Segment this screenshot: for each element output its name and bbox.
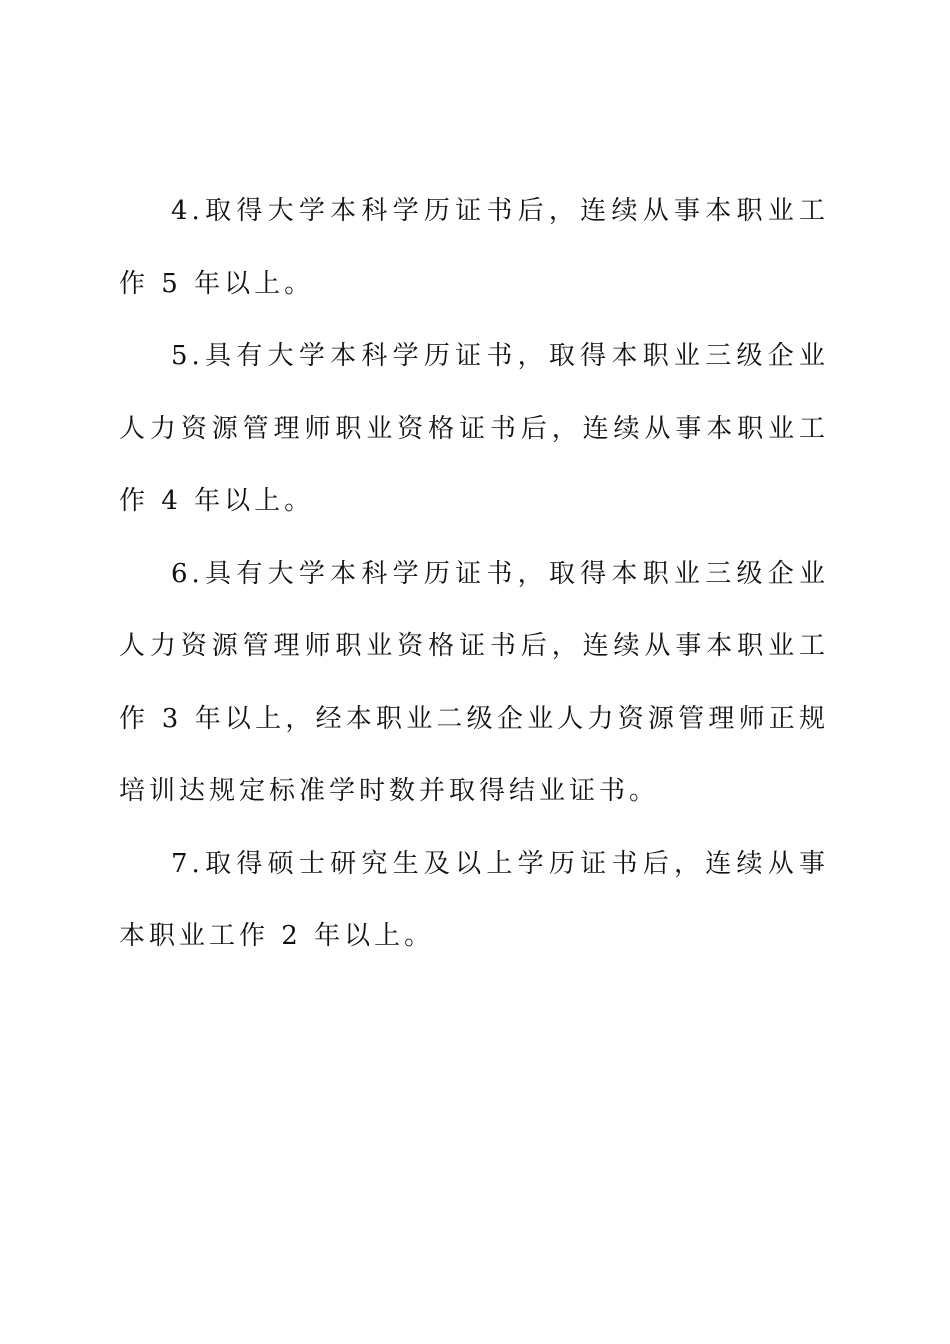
requirement-item-6: 6.具有大学本科学历证书，取得本职业三级企业人力资源管理师职业资格证书后，连续从事本职业工作 3 年以上，经本职业二级企业人力资源管理师正规培训达规定标准学时数并取得结业证书。 (119, 558, 829, 806)
requirement-item-7: 7.取得硕士研究生及以上学历证书后，连续从事本职业工作 2 年以上。 (119, 848, 829, 951)
document-body (119, 175, 829, 973)
requirement-item-5: 5.具有大学本科学历证书，取得本职业三级企业人力资源管理师职业资格证书后，连续从事本职业工作 4 年以上。 (119, 341, 829, 516)
requirement-item-4: 4.取得大学本科学历证书后，连续从事本职业工作 5 年以上。 (119, 196, 829, 299)
